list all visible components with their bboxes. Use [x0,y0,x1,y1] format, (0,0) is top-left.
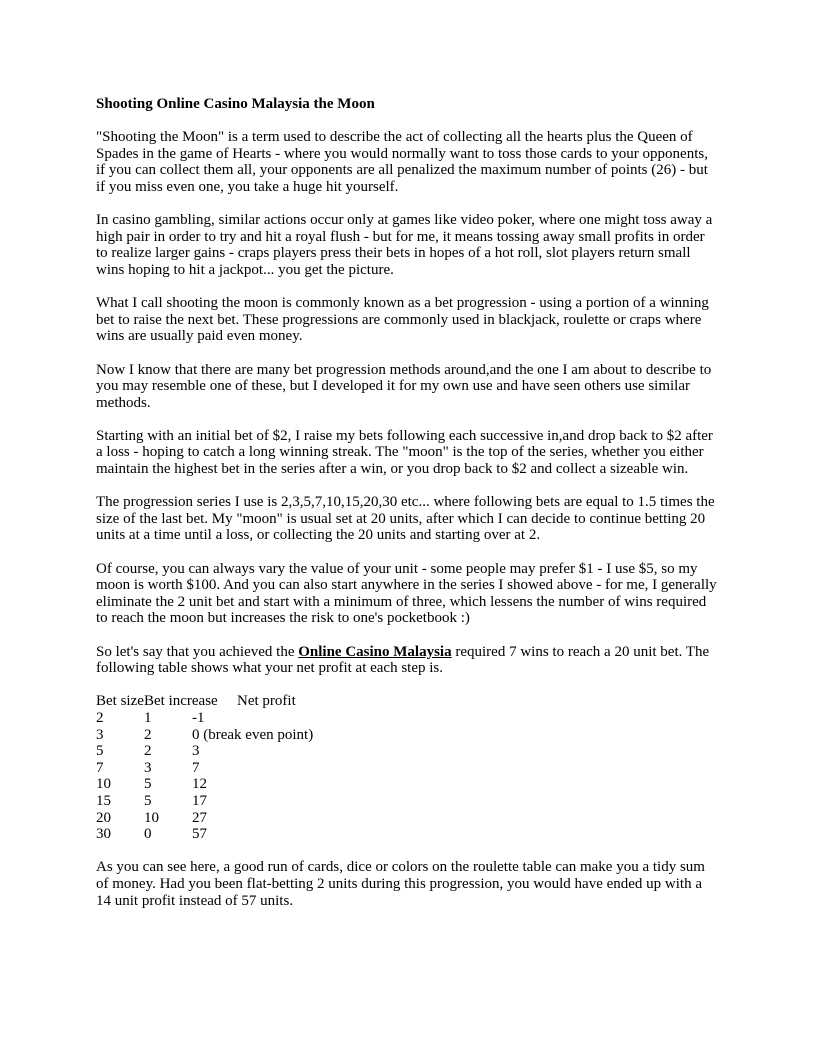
cell-bet-size: 5 [96,743,104,760]
table-row [96,727,720,744]
paragraph-bet-progression-definition: What I call shooting the moon is commonly known as a bet progression - using a portion of a winning bet to raise the next bet. These progressions are commonly used in blackjack, roulette or craps where wins are usually paid even money. [96,295,709,345]
col-header-net-profit: Net profit [237,693,296,710]
cell-bet-increase: 0 [144,826,152,843]
col-header-bet-increase: Bet increase [144,693,218,710]
cell-bet-increase: 10 [144,809,159,826]
paragraph-many-methods: Now I know that there are many bet progression methods around,and the one I am about to describe to you may resemble one of these, but I developed it for my own use and have seen others use similar methods. [96,361,712,411]
cell-net-profit: 3 [192,743,200,760]
table-row [96,760,720,777]
paragraph-initial-bet: Starting with an initial bet of $2, I raise my bets following each successive in,and drop back to $2 after a loss - hoping to catch a long winning streak. The "moon" is the top of the series, whether you either maintain the highest bet in the series after a win, or you drop back to $2 and collect a sizeable win. [96,427,713,478]
cell-net-profit: 17 [192,792,207,809]
cell-bet-size: 10 [96,776,111,793]
paragraph-closing: As you can see here, a good run of cards, dice or colors on the roulette table can make you a tidy sum of money. Had you been flat-betting 2 units during this progression, you would have ended up with a 14 unit profit instead of 57 units. [96,859,705,909]
cell-bet-increase: 5 [144,792,152,809]
table-row [96,826,720,843]
cell-net-profit: 12 [192,776,207,793]
paragraph-with-link [96,644,720,677]
table-row [96,810,720,827]
cell-bet-size: 3 [96,726,104,743]
cell-net-profit: 57 [192,826,207,843]
cell-bet-size: 2 [96,709,104,726]
cell-bet-size: 7 [96,759,104,776]
cell-net-profit: 0 (break even point) [192,726,314,743]
cell-bet-increase: 2 [144,726,152,743]
sentence-after-link: required 7 wins to reach a 20 unit bet. The following table shows what your net profit at each step is. [96,643,710,677]
sentence-before-link: So let's say that you achieved the [96,643,299,660]
table-row [96,743,720,760]
table-row [96,776,720,793]
cell-bet-size: 20 [96,809,111,826]
cell-net-profit: 27 [192,809,207,826]
online-casino-malaysia-link[interactable]: Online Casino Malaysia [298,643,452,660]
table-row [96,793,720,810]
cell-bet-increase: 3 [144,759,152,776]
cell-bet-size: 15 [96,792,111,809]
cell-net-profit: 7 [192,759,200,776]
cell-net-profit: -1 [192,709,205,726]
cell-bet-increase: 2 [144,743,152,760]
paragraph-progression-series: The progression series I use is 2,3,5,7,10,15,20,30 etc... where following bets are equal to 1.5 times the size of the last bet. My "moon" is usual set at 20 units, after which I can decide to continue betting 20 units at a time until a loss, or collecting the 20 units and starting over at 2. [96,494,715,544]
paragraph-casino-gambling-analogy: In casino gambling, similar actions occur only at games like video poker, where one might toss away a high pair in order to try and hit a royal flush - but for me, it means tossing away small profits in order to realize larger gains - craps players press their bets in hopes of a hot roll, slot players return small wins hoping to hit a jackpot... you get the picture. [96,212,713,278]
cell-bet-increase: 5 [144,776,152,793]
paragraph-unit-value: Of course, you can always vary the value of your unit - some people may prefer $1 - I use $5, so my moon is worth $100. And you can also start anywhere in the series I showed above - for me, I generally eliminate the 2 unit bet and start with a minimum of three, which lessens the number of wins required to reach the moon but increases the risk to one's pocketbook :) [96,560,717,627]
page-title: Shooting Online Casino Malaysia the Moon [96,96,375,112]
cell-bet-increase: 1 [144,709,152,726]
profit-table [96,693,720,842]
cell-bet-size: 30 [96,826,111,843]
col-header-bet-size: Bet size [96,693,144,710]
table-header-row [96,693,720,710]
table-row [96,710,720,727]
paragraph-shooting-the-moon-definition: "Shooting the Moon" is a term used to describe the act of collecting all the hearts plus the Queen of Spades in the game of Hearts - where you would normally want to toss those cards to your opponents, if you can collect them all, your opponents are all penalized the maximum number of points (26) - but if you miss even one, you take a huge hit yourself. [96,129,708,195]
